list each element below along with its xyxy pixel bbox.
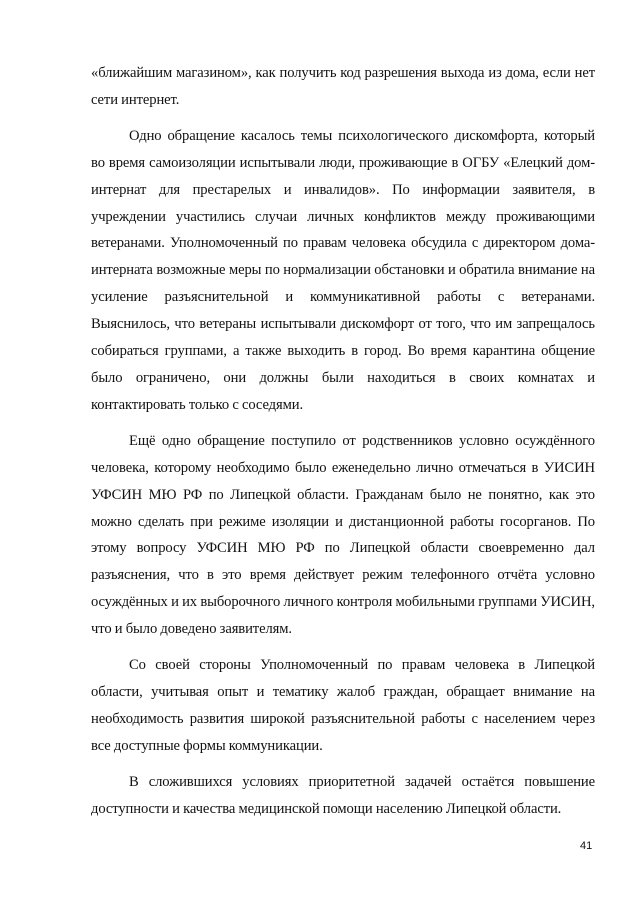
page-number: 41 <box>580 840 593 852</box>
document-body <box>91 60 595 822</box>
paragraph-psychological-discomfort: Одно обращение касалось темы психологического дискомфорта, который во время самоизоляции испытывали люди, проживающие в ОГБУ «Елецкий дом-интернат для престарелых и инвалидов». По информации заявителя, в учреждении участились случаи личных конфликтов между проживающими ветеранами. Уполномоченный по правам человека обсудила с директором дома-интерната возможные меры по нормализации обстановки и обратила внимание на усиление разъяснительной и коммуникативной работы с ветеранами. Выяснилось, что ветераны испытывали дискомфорт от того, что им запрещалось собираться группами, а также выходить в город. Во время карантина общение было ограничено, они должны были находиться в своих комнатах и контактировать только с соседями. <box>91 127 595 413</box>
paragraph-ombudsman-attention: Со своей стороны Уполномоченный по правам человека в Липецкой области, учитывая опыт и тематику жалоб граждан, обращает внимание на необходимость развития широкой разъяснительной работы с населением через все доступные формы коммуникации. <box>91 657 595 754</box>
paragraph-continuation: «ближайшим магазином», как получить код разрешения выхода из дома, если нет сети интернет. <box>91 65 595 108</box>
paragraph-conditional-convict: Ещё одно обращение поступило от родственников условно осуждённого человека, которому необходимо было еженедельно лично отмечаться в УИСИН УФСИН МЮ РФ по Липецкой области. Гражданам было не понятно, как это можно сделать при режиме изоляции и дистанционной работы госорганов. По этому вопросу УФСИН МЮ РФ по Липецкой области своевременно дал разъяснения, что в это время действует режим телефонного отчёта условно осуждённых и их выборочного личного контроля мобильными группами УИСИН, что и было доведено заявителям. <box>91 432 595 638</box>
paragraph-priority-task: В сложившихся условиях приоритетной задачей остаётся повышение доступности и качества медицинской помощи населению Липецкой области. <box>91 773 595 817</box>
